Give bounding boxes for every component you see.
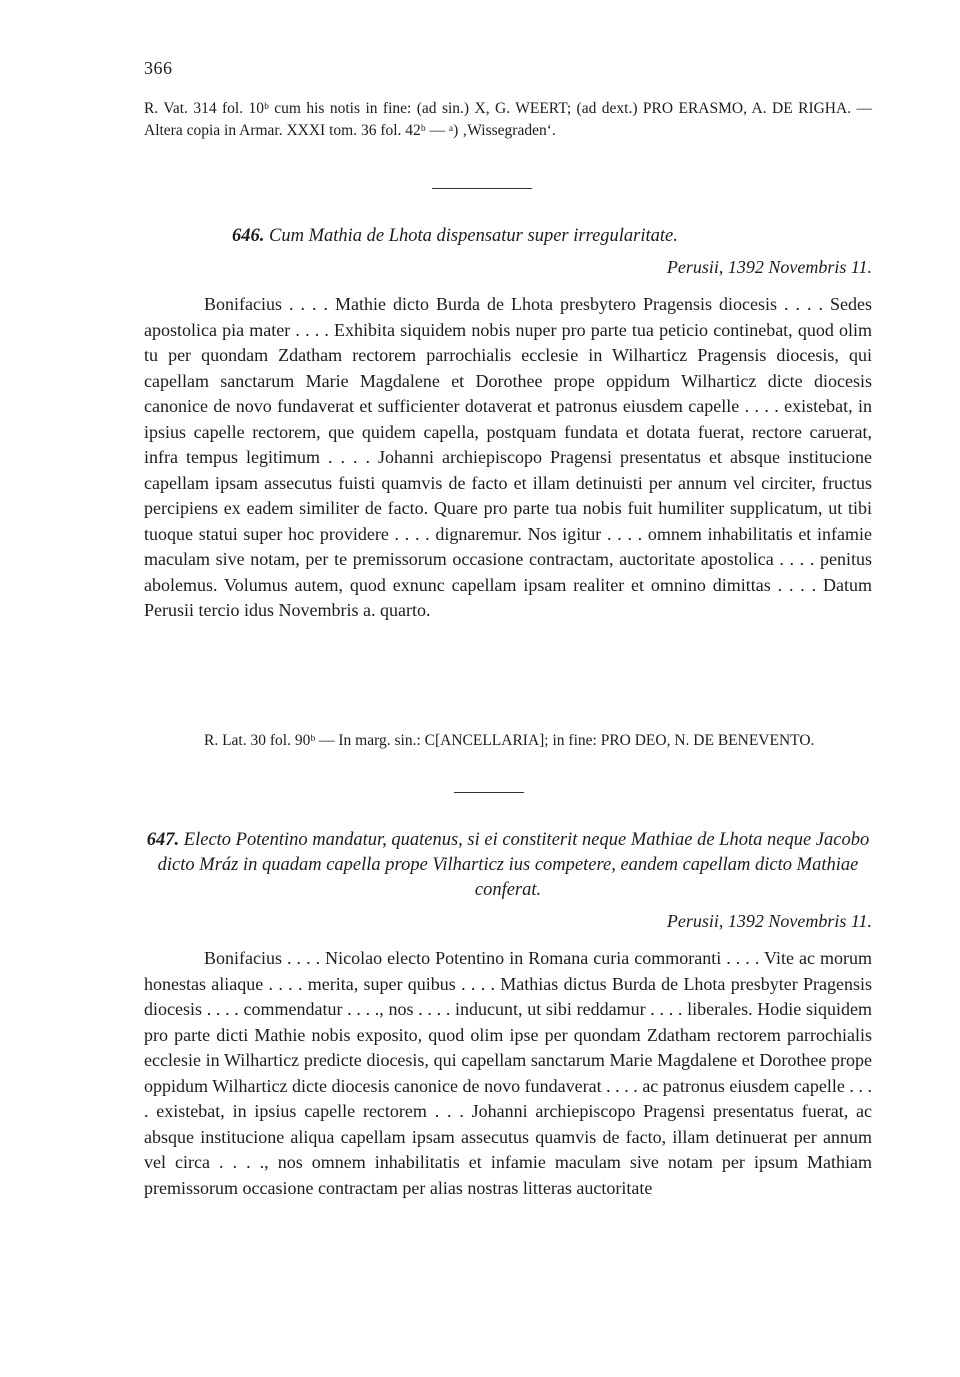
entry-646-heading — [144, 224, 872, 249]
entry-646-number: 646. — [232, 226, 265, 246]
entry-647 — [144, 828, 872, 1201]
page-number: 366 — [144, 58, 173, 78]
entry-647-number: 647. — [146, 830, 180, 850]
separator-rule-1 — [432, 188, 532, 189]
entry-646 — [144, 224, 872, 624]
entry-646-title: Cum Mathia de Lhota dispensatur super irregularitate. — [269, 226, 678, 246]
entry-647-date: Perusii, 1392 Novembris 11. — [666, 911, 872, 931]
entry-646-date: Perusii, 1392 Novembris 11. — [666, 257, 872, 277]
entry-647-body: Bonifacius . . . . Nicolao electo Potentino in Romana curia commoranti . . . . Vite ac morum honestas aliaque . . . . merita, super quibus . . . . Mathias dictus Burda de Lhota presbyter Pragensis diocesis . . . . commendatur . . . ., nos . . . . inducunt, ut sibi reddamur . . . . liberales. Hodie siquidem pro parte dicti Mathie nobis exposito, quod olim ipse per quondam Zdatham rectorem parrochialis ecclesie in Wilharticz predicte diocesis, qui capellam sanctarum Marie Magdalene et Dorothee prope oppidum Wilharticz dicte diocesis canonice de novo fundaverat . . . . ac patronus eiusdem capelle . . . . existebat, in ipsius capelle rectorem . . . Johanni archiepiscopo Pragensi presentatus fuerat, ac absque institucione aliqua capellam ipsam assecutus quamvis de facto, illam detinuerat per annum vel circa . . . ., nos omnem inhabilitatis et infamie maculam sive notam per ipsum Mathiam premissorum occasione contractam per alias nostras litteras auctoritate — [144, 948, 872, 1198]
entry-646-body: Bonifacius . . . . Mathie dicto Burda de Lhota presbytero Pragensis diocesis . . . . Sedes apostolica pia mater . . . . Exhibita siquidem nobis nuper pro parte tua peticio continebat, quod olim tu per quondam Zdatham rectorem parrochialis ecclesie in Wilharticz Pragensis diocesis, qui capellam sanctarum Marie Magdalene et Dorothee prope oppidum Wilharticz dicte diocesis canonice de novo fundaverat et sufficienter dotaverat et patronus eiusdem capelle . . . . existebat, in ipsius capelle rectorem, que quidem capella, postquam fundata et dotata fuerat, rectore caruerat, infra tempus legitimum . . . . Johanni archiepiscopo Pragensi presentatus et absque institucione capellam ipsam assecutus fuisti quamvis de facto et illam detinuisti per annum vel circiter, fructus percipiens ex eadem similiter de facto. Quare pro parte tua nobis fuit humiliter supplicatum, ut tibi tuoque statui super hoc providere . . . . dignaremur. Nos igitur . . . . omnem inhabilitatis et infamie maculam sive notam, per te premissorum occasione contractam, auctoritate apostolica . . . . penitus abolemus. Volumus autem, quod exnunc capellam ipsam realiter et omnino dimittas . . . . Datum Perusii tercio idus Novembris a. quarto. — [144, 294, 872, 620]
separator-rule-2 — [454, 792, 524, 793]
entry-647-title: Electo Potentino mandatur, quatenus, si ei constiterit neque Mathiae de Lhota neque Jacobo dicto Mráz in quadam capella prope Vilharticz ius competere, eandem capellam dicto Mathiae conferat. — [157, 830, 870, 900]
entry-647-heading — [144, 828, 872, 903]
entry-646-note: R. Lat. 30 fol. 90ᵇ — In marg. sin.: C[ANCELLARIA]; in fine: PRO DEO, N. DE BENEVENTO. — [204, 732, 815, 749]
top-footnote: R. Vat. 314 fol. 10ᵇ cum his notis in fine: (ad sin.) X, G. WEERT; (ad dext.) PRO ERASMO, A. DE RIGHA. — Altera copia in Armar. XXXI tom. 36 fol. 42ᵇ — ᵃ) ‚Wissegraden‘. — [144, 100, 872, 139]
